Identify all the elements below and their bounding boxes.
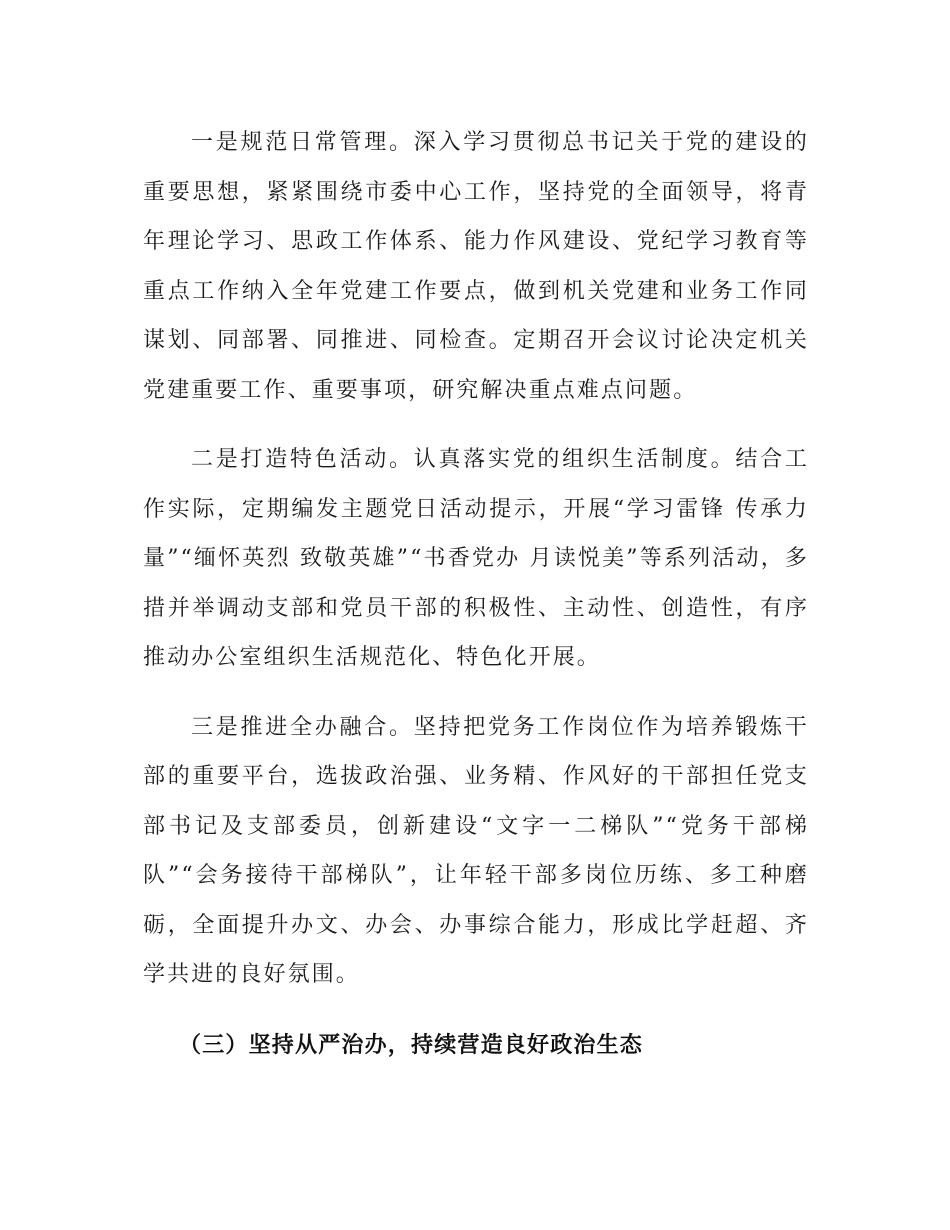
paragraph-office-integration: 三是推进全办融合。坚持把党务工作岗位作为培养锻炼干部的重要平台，选拔政治强、业务精、作风好的干部担任党支部书记及支部委员，创新建设“文字一二梯队”“党务干部梯队”“会务接待干部梯队”，让年轻干部多岗位历练、多工种磨砺，全面提升办文、办会、办事综合能力，形成比学赶超、齐学共进的良好氛围。: [143, 714, 809, 987]
section-heading: （三）坚持从严治办，持续营造良好政治生态: [179, 1032, 644, 1058]
document-body: [143, 118, 809, 1070]
paragraph-daily-management: 一是规范日常管理。深入学习贯彻总书记关于党的建设的重要思想，紧紧围绕市委中心工作，坚持党的全面领导，将青年理论学习、思政工作体系、能力作风建设、党纪学习教育等重点工作纳入全年党建工作要点，做到机关党建和业务工作同谋划、同部署、同推进、同检查。定期召开会议讨论决定机关党建重要工作、重要事项，研究解决重点难点问题。: [143, 130, 809, 403]
paragraph-featured-activities: 二是打造特色活动。认真落实党的组织生活制度。结合工作实际，定期编发主题党日活动提示，开展“学习雷锋 传承力量”“缅怀英烈 致敬英雄”“书香党办 月读悦美”等系列活动，多措并举调动支部和党员干部的积极性、主动性、创造性，有序推动办公室组织生活规范化、特色化开展。: [143, 447, 809, 670]
